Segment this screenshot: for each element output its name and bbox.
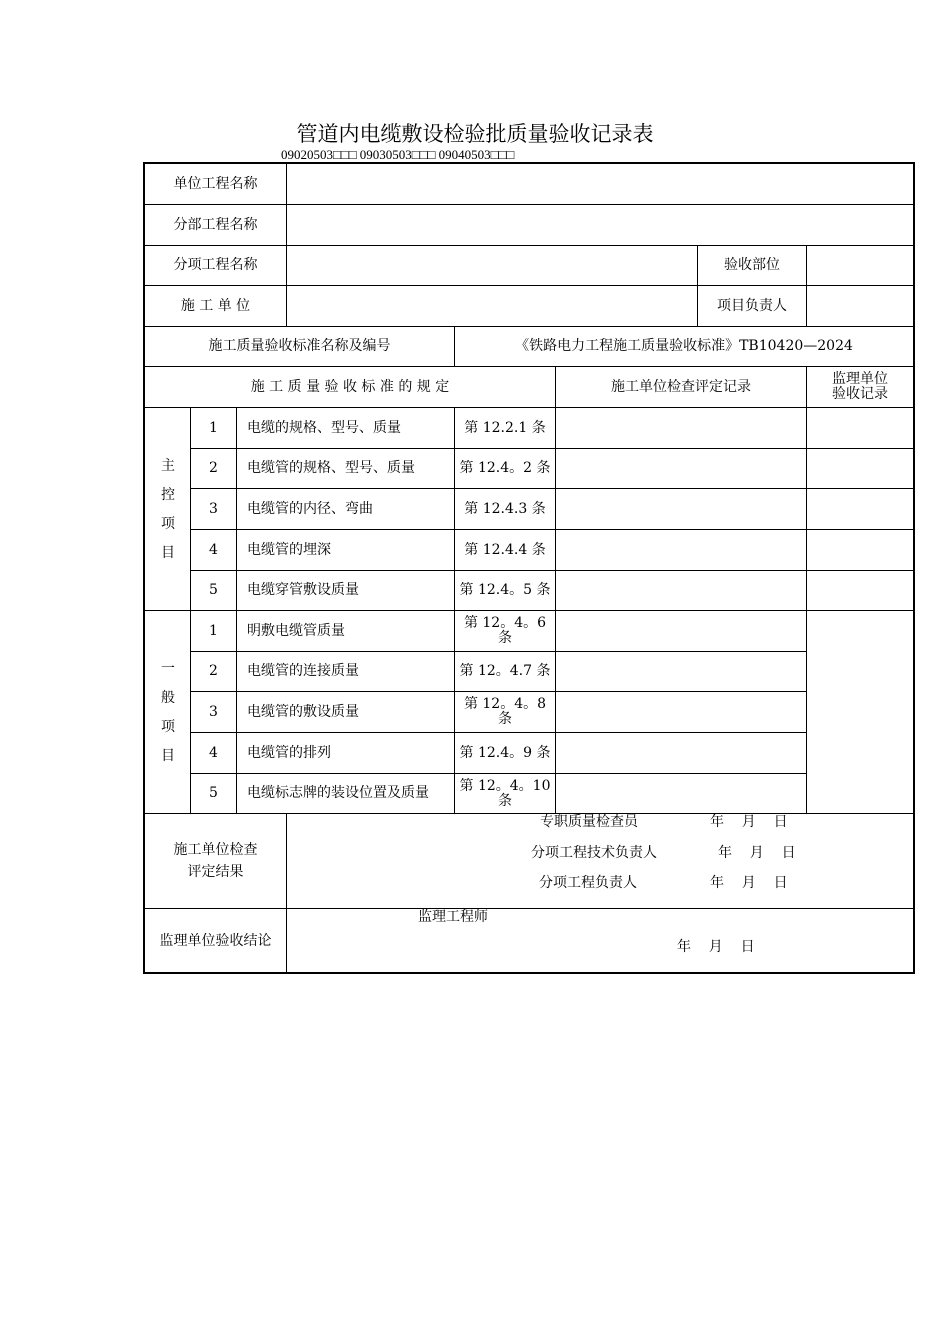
- page-title: 管道内电缆敷设检验批质量验收记录表: [296, 122, 654, 146]
- quality-inspector-label: 专职质量检查员: [540, 814, 638, 830]
- general-item-desc: 明敷电缆管质量: [247, 622, 345, 639]
- general-item-no: 5: [209, 785, 218, 801]
- unit-project-label: 单位工程名称: [173, 175, 258, 192]
- col-divider: [286, 164, 287, 326]
- main-item-desc: 电缆管的埋深: [247, 541, 331, 558]
- standard-label: 施工质量验收标准名称及编号: [208, 338, 391, 354]
- main-item-desc: 电缆管的规格、型号、质量: [247, 460, 415, 476]
- construction-unit-label: 施 工 单 位: [180, 297, 251, 314]
- general-items-label: 一 般 项 目: [161, 661, 175, 764]
- quality-inspector-date: 年 月 日: [710, 814, 788, 830]
- main-items-label: 主 控 项 目: [161, 458, 175, 561]
- inspection-form-table: [143, 162, 915, 974]
- general-item-desc: 电缆标志牌的装设位置及质量: [247, 785, 429, 801]
- main-item-desc: 电缆的规格、型号、质量: [247, 419, 401, 436]
- col-divider: [286, 813, 287, 974]
- general-item-desc: 电缆管的连接质量: [247, 663, 359, 679]
- main-item-no: 3: [209, 500, 218, 517]
- main-item-no: 2: [209, 460, 218, 476]
- general-item-desc: 电缆管的排列: [247, 744, 331, 761]
- col-divider: [806, 366, 807, 813]
- item-lead-date: 年 月 日: [710, 875, 788, 891]
- construction-result-label: 施工单位检查 评定结果: [173, 842, 258, 880]
- construction-record-header: 施工单位检查评定记录: [611, 378, 751, 395]
- general-item-clause: 第 12。4。6 条: [463, 615, 547, 646]
- supervision-date: 年 月 日: [677, 939, 755, 955]
- general-item-no: 2: [209, 663, 218, 679]
- main-item-clause: 第 12.4.4 条: [464, 541, 546, 558]
- spec-column-header: 施 工 质 量 验 收 标 准 的 规 定: [250, 378, 450, 395]
- general-item-no: 1: [209, 622, 218, 639]
- supervision-record-header-line2: 验收记录: [832, 386, 888, 402]
- technical-lead-label: 分项工程技术负责人: [531, 845, 657, 861]
- general-item-no: 4: [209, 744, 218, 761]
- item-project-label: 分项工程名称: [173, 257, 258, 273]
- main-item-no: 1: [209, 419, 218, 436]
- main-item-no: 5: [209, 582, 218, 598]
- general-item-clause: 第 12。4。10 条: [459, 777, 551, 809]
- main-item-no: 4: [209, 541, 218, 558]
- item-lead-label: 分项工程负责人: [539, 875, 637, 891]
- supervision-engineer-label: 监理工程师: [418, 909, 488, 925]
- main-item-clause: 第 12.4.3 条: [464, 500, 546, 517]
- col-divider: [806, 245, 807, 326]
- general-item-clause: 第 12。4.7 条: [459, 663, 551, 679]
- col-divider: [555, 366, 556, 813]
- form-codes: 09020503□□□ 09030503□□□ 09040503□□□: [281, 147, 515, 162]
- supervision-record-header-line1: 监理单位: [832, 371, 888, 387]
- supervision-record-header: [807, 367, 913, 407]
- general-item-clause: 第 12。4。8 条: [463, 696, 547, 727]
- main-item-clause: 第 12.4。2 条: [459, 460, 551, 476]
- main-item-desc: 电缆管的内径、弯曲: [247, 500, 373, 517]
- main-item-clause: 第 12.2.1 条: [464, 419, 546, 436]
- general-item-clause: 第 12.4。9 条: [459, 744, 551, 761]
- project-manager-label: 项目负责人: [717, 297, 787, 314]
- acceptance-location-label: 验收部位: [724, 257, 780, 273]
- technical-lead-date: 年 月 日: [718, 845, 796, 861]
- general-item-desc: 电缆管的敷设质量: [247, 703, 359, 720]
- standard-value: 《铁路电力工程施工质量验收标准》TB10420—2024: [515, 338, 853, 354]
- main-item-clause: 第 12.4。5 条: [459, 582, 551, 598]
- main-item-desc: 电缆穿管敷设质量: [247, 582, 359, 598]
- sub-project-label: 分部工程名称: [173, 216, 258, 233]
- general-item-no: 3: [209, 703, 218, 720]
- supervision-conclusion-label: 监理单位验收结论: [159, 933, 272, 949]
